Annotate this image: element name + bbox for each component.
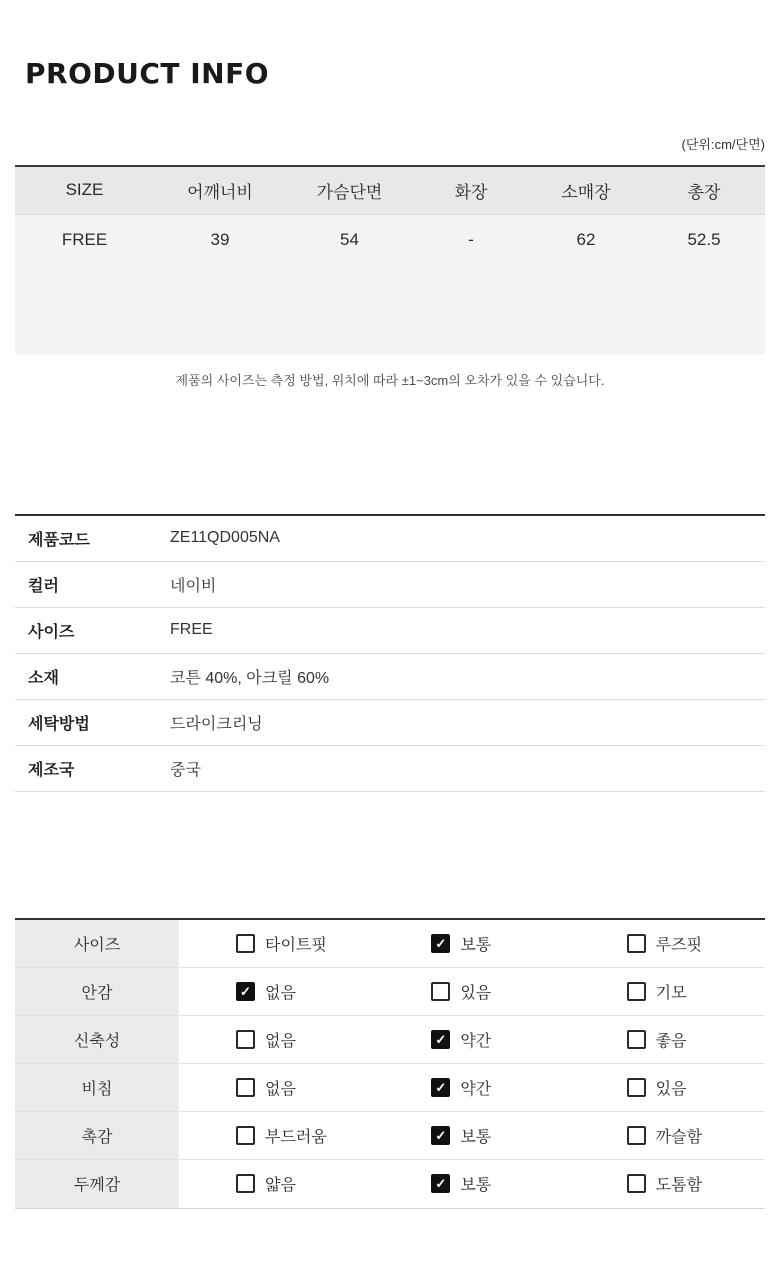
attribute-options xyxy=(179,920,765,967)
checkbox-icon[interactable] xyxy=(236,1078,255,1097)
attribute-options xyxy=(179,968,765,1015)
product-detail-row xyxy=(15,745,765,791)
checkbox-icon[interactable] xyxy=(236,982,255,1001)
attribute-option xyxy=(374,1160,569,1208)
attribute-row xyxy=(15,1160,765,1208)
size-tolerance-note: 제품의 사이즈는 측정 방법, 위치에 따라 ±1~3cm의 오차가 있을 수 있습니다. xyxy=(175,373,605,389)
detail-label: 컬러 xyxy=(15,561,170,607)
detail-value: 중국 xyxy=(170,745,765,791)
attribute-option xyxy=(179,920,374,967)
attribute-option xyxy=(179,1112,374,1159)
attribute-row xyxy=(15,1064,765,1112)
checkbox-icon[interactable] xyxy=(627,1030,646,1049)
attribute-option-label: 보통 xyxy=(460,936,492,954)
attribute-option-label: 타이트핏 xyxy=(265,936,327,954)
detail-label: 소재 xyxy=(15,653,170,699)
checkbox-icon[interactable] xyxy=(431,1030,450,1049)
attribute-option-label: 얇음 xyxy=(265,1177,296,1195)
size-table-header-cell: 어깨너비 xyxy=(154,166,286,214)
attribute-option-label: 도톰함 xyxy=(655,1177,703,1195)
attribute-label: 안감 xyxy=(15,968,179,1015)
attribute-option xyxy=(179,1064,374,1111)
size-table-header-row xyxy=(15,166,765,214)
checkbox-icon[interactable] xyxy=(236,1030,255,1049)
detail-value: FREE xyxy=(170,607,765,653)
product-detail-row xyxy=(15,699,765,745)
size-table-data-row xyxy=(15,214,765,354)
attribute-option xyxy=(374,1112,569,1159)
attribute-option-label: 없음 xyxy=(265,984,296,1002)
attribute-option xyxy=(570,1160,765,1208)
size-table-header-cell: 총장 xyxy=(643,166,765,214)
product-detail-row xyxy=(15,653,765,699)
size-table-value-cell: - xyxy=(413,214,529,354)
attribute-options xyxy=(179,1064,765,1111)
attribute-label: 신축성 xyxy=(15,1016,179,1063)
attribute-option xyxy=(179,1160,374,1208)
attribute-label: 사이즈 xyxy=(15,920,179,967)
size-table-header-cell: SIZE xyxy=(15,166,154,214)
attribute-option xyxy=(179,1016,374,1063)
checkbox-icon[interactable] xyxy=(627,982,646,1001)
checkbox-icon[interactable] xyxy=(431,1174,450,1193)
attribute-label: 두께감 xyxy=(15,1160,179,1208)
page-title: PRODUCT INFO xyxy=(25,57,270,90)
size-table-value-cell: 62 xyxy=(529,214,643,354)
checkbox-icon[interactable] xyxy=(627,1078,646,1097)
attribute-option xyxy=(570,968,765,1015)
attribute-option-label: 까슬함 xyxy=(655,1128,703,1146)
attributes-table xyxy=(15,918,765,1209)
attribute-option xyxy=(374,920,569,967)
detail-label: 사이즈 xyxy=(15,607,170,653)
attribute-row xyxy=(15,968,765,1016)
attribute-row xyxy=(15,1112,765,1160)
checkbox-icon[interactable] xyxy=(236,934,255,953)
attribute-option xyxy=(570,1016,765,1063)
size-table-value-cell: 54 xyxy=(286,214,413,354)
checkbox-icon[interactable] xyxy=(431,1078,450,1097)
attribute-option-label: 없음 xyxy=(265,1080,296,1098)
size-table-value-cell: 52.5 xyxy=(643,214,765,354)
checkbox-icon[interactable] xyxy=(236,1174,255,1193)
attribute-option-label: 없음 xyxy=(265,1032,296,1050)
attribute-row xyxy=(15,1016,765,1064)
checkbox-icon[interactable] xyxy=(236,1126,255,1145)
product-detail-row xyxy=(15,607,765,653)
checkbox-icon[interactable] xyxy=(431,934,450,953)
attribute-option-label: 부드러움 xyxy=(265,1128,327,1146)
detail-label: 제품코드 xyxy=(15,515,170,561)
checkbox-icon[interactable] xyxy=(627,1126,646,1145)
attribute-label: 촉감 xyxy=(15,1112,179,1159)
detail-label: 제조국 xyxy=(15,745,170,791)
detail-value: ZE11QD005NA xyxy=(170,515,765,561)
attribute-options xyxy=(179,1016,765,1063)
attribute-options xyxy=(179,1160,765,1208)
unit-note: (단위:cm/단면) xyxy=(681,137,765,153)
checkbox-icon[interactable] xyxy=(627,934,646,953)
attribute-option-label: 보통 xyxy=(460,1177,492,1195)
attribute-option-label: 있음 xyxy=(460,984,492,1002)
product-details-table xyxy=(15,514,765,792)
attribute-option xyxy=(570,1064,765,1111)
attribute-option-label: 약간 xyxy=(460,1032,492,1050)
detail-value: 네이비 xyxy=(170,561,765,607)
product-detail-row xyxy=(15,515,765,561)
detail-value: 코튼 40%, 아크릴 60% xyxy=(170,653,765,699)
size-table-value-cell: FREE xyxy=(15,214,154,354)
size-table-header-cell: 가슴단면 xyxy=(286,166,413,214)
attribute-option xyxy=(374,1064,569,1111)
size-table-header-cell: 소매장 xyxy=(529,166,643,214)
attribute-options xyxy=(179,1112,765,1159)
size-spec-table xyxy=(15,165,765,354)
attribute-option-label: 루즈핏 xyxy=(655,936,703,954)
attribute-option xyxy=(570,920,765,967)
attribute-option xyxy=(179,968,374,1015)
attribute-option xyxy=(374,968,569,1015)
size-table-value-cell: 39 xyxy=(154,214,286,354)
checkbox-icon[interactable] xyxy=(431,1126,450,1145)
product-detail-row xyxy=(15,561,765,607)
attribute-option-label: 좋음 xyxy=(655,1032,687,1050)
attribute-option-label: 보통 xyxy=(460,1128,492,1146)
attribute-option-label: 있음 xyxy=(655,1080,687,1098)
attribute-option-label: 약간 xyxy=(460,1080,492,1098)
attribute-option-label: 기모 xyxy=(655,984,687,1002)
attribute-option xyxy=(570,1112,765,1159)
detail-value: 드라이크리닝 xyxy=(170,699,765,745)
size-table-header-cell: 화장 xyxy=(413,166,529,214)
attribute-option xyxy=(374,1016,569,1063)
detail-label: 세탁방법 xyxy=(15,699,170,745)
checkbox-icon[interactable] xyxy=(627,1174,646,1193)
checkbox-icon[interactable] xyxy=(431,982,450,1001)
attribute-row xyxy=(15,920,765,968)
attribute-label: 비침 xyxy=(15,1064,179,1111)
